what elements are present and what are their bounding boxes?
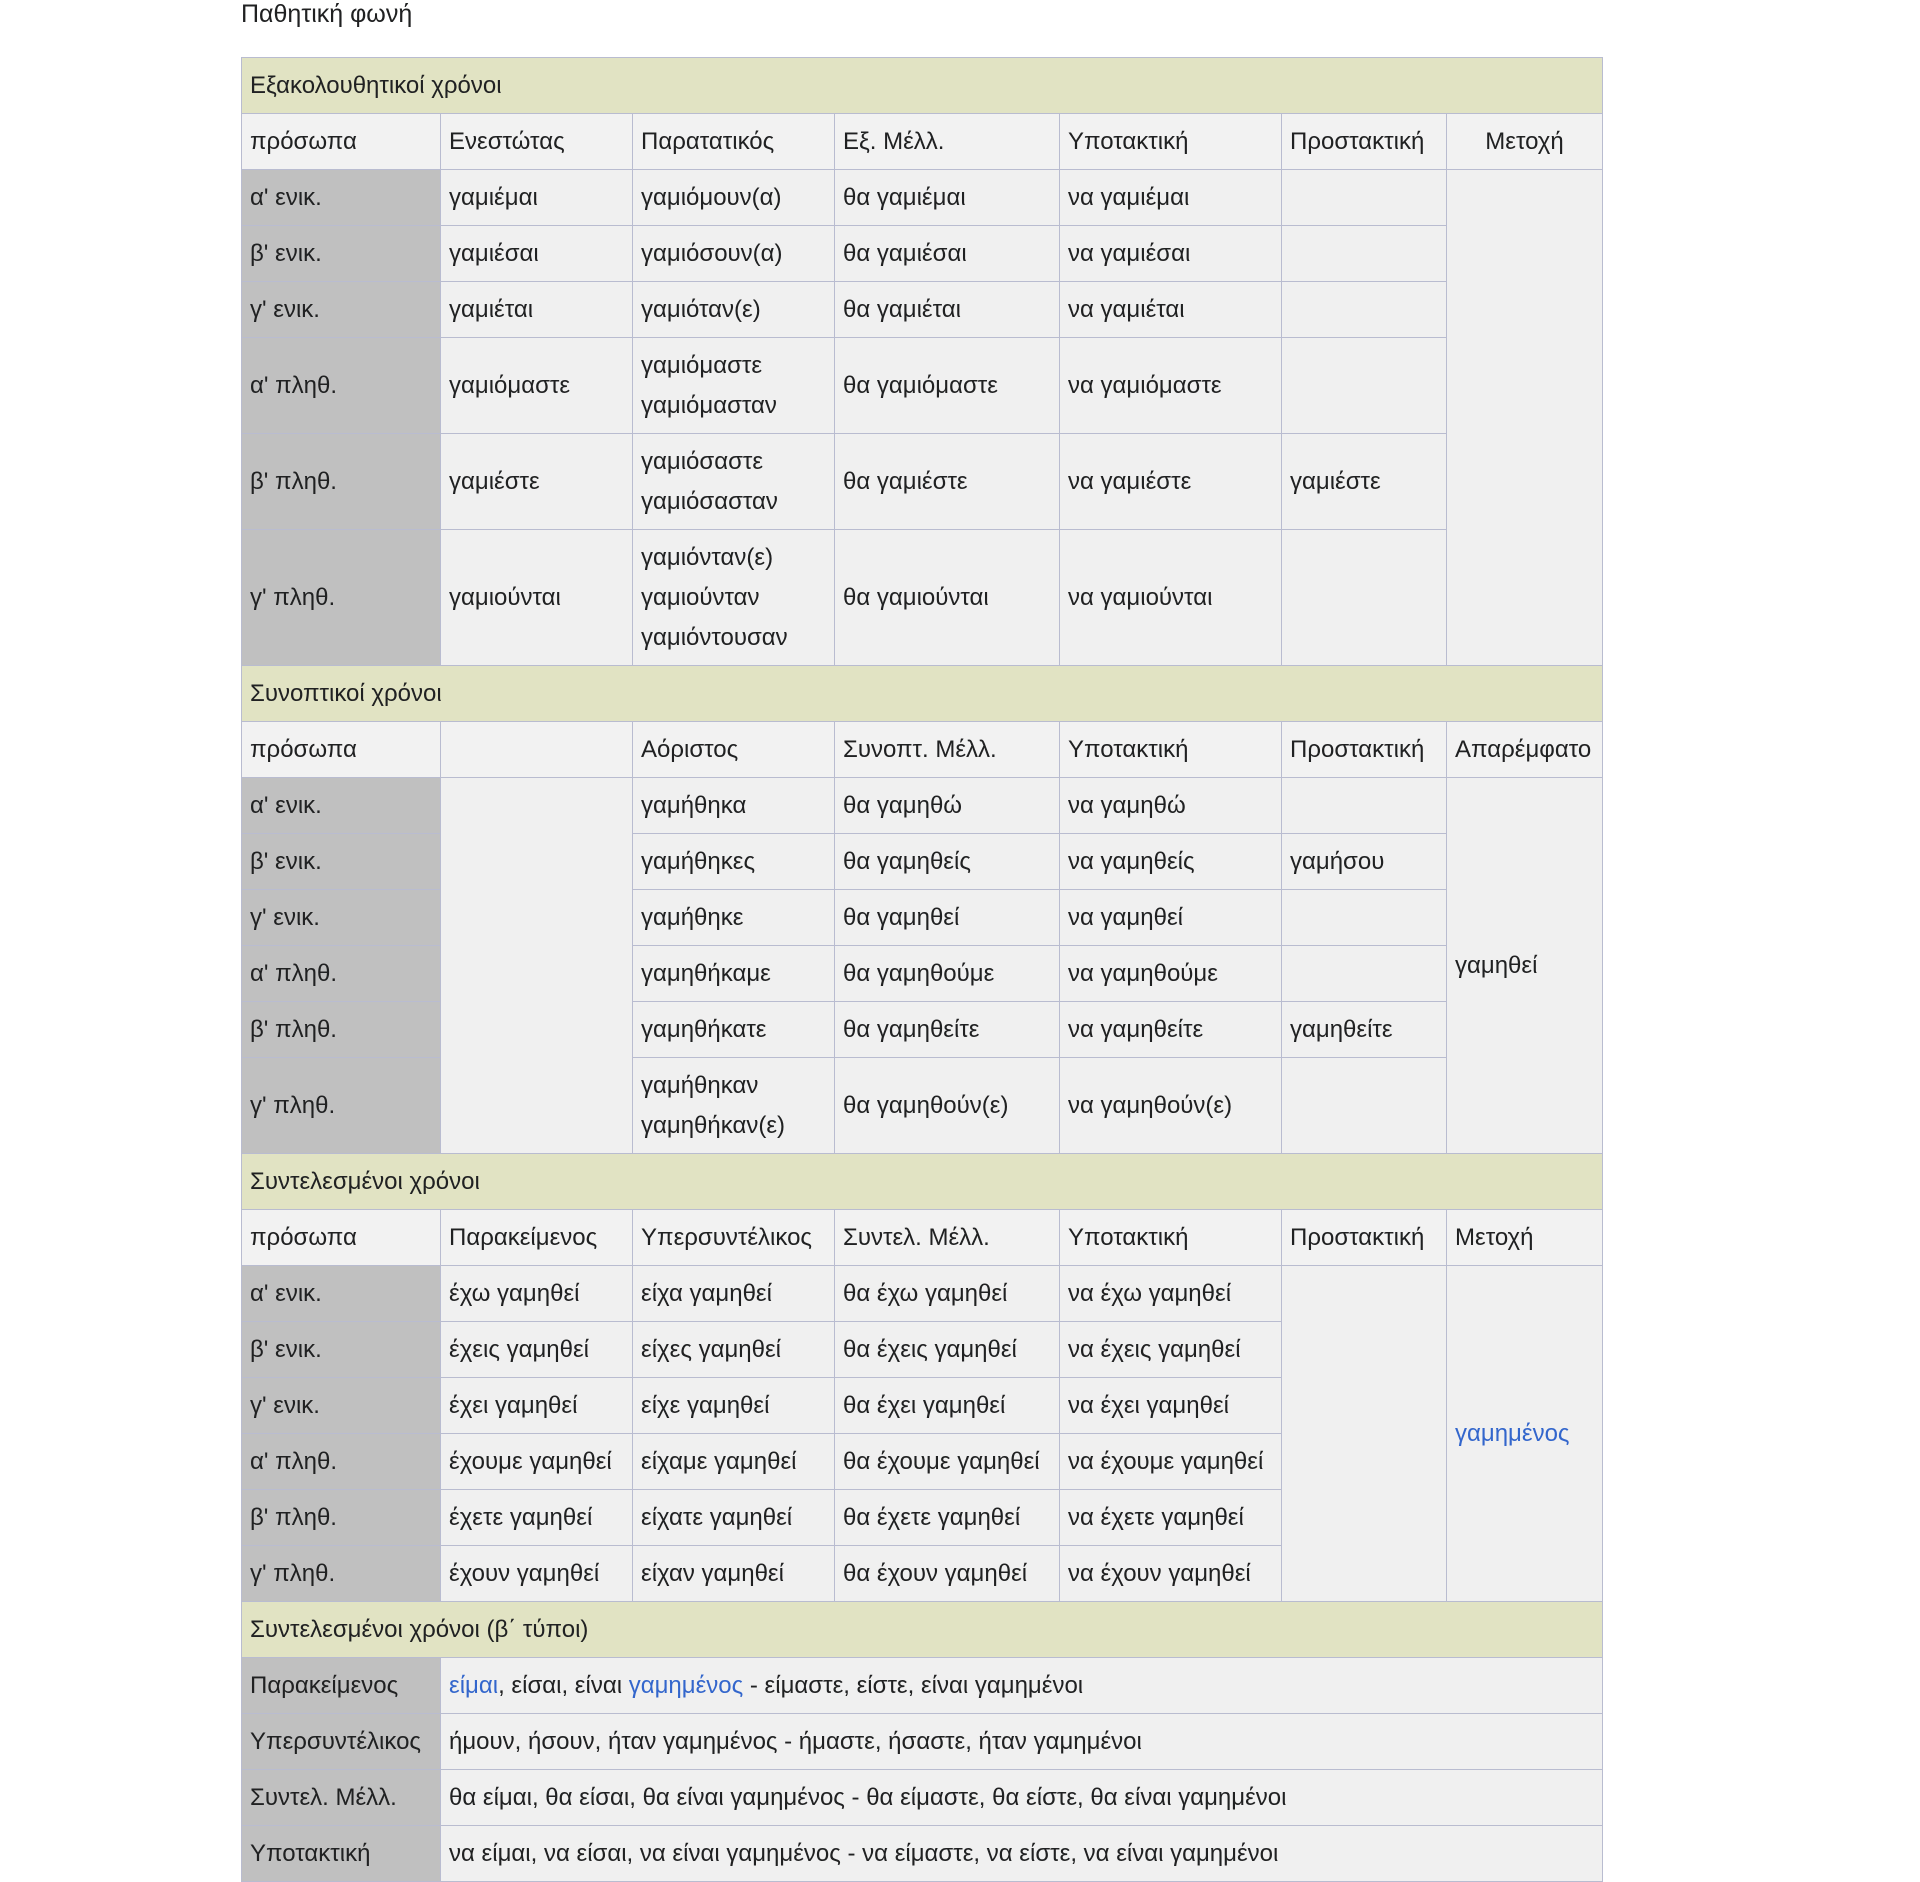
aorist-cell: γαμήθηκε bbox=[633, 890, 835, 946]
subjunctive-cell: να έχεις γαμηθεί bbox=[1060, 1322, 1282, 1378]
column-header: Αόριστος bbox=[633, 722, 835, 778]
conjugation-table bbox=[241, 57, 1603, 1882]
future-cell: θα έχεις γαμηθεί bbox=[835, 1322, 1060, 1378]
section-header-continuous bbox=[242, 58, 1603, 114]
tense-label-cell: Παρακείμενος bbox=[242, 1658, 441, 1714]
present-cell: γαμιούνται bbox=[441, 530, 633, 666]
forms-text: , είσαι, είναι bbox=[498, 1671, 629, 1699]
imperative-cell bbox=[1282, 338, 1447, 434]
future-cell: θα γαμηθεί bbox=[835, 890, 1060, 946]
imperative-cell bbox=[1282, 946, 1447, 1002]
table-row bbox=[242, 1658, 1603, 1714]
imperative-cell: γαμήσου bbox=[1282, 834, 1447, 890]
future-cell: θα γαμιέμαι bbox=[835, 170, 1060, 226]
column-header: Συνοπτ. Μέλλ. bbox=[835, 722, 1060, 778]
present-cell: γαμιέσαι bbox=[441, 226, 633, 282]
person-cell: α' ενικ. bbox=[242, 1266, 441, 1322]
subjunctive-cell: να γαμηθούμε bbox=[1060, 946, 1282, 1002]
person-cell: α' πληθ. bbox=[242, 946, 441, 1002]
table-row bbox=[242, 1826, 1603, 1882]
subjunctive-cell: να έχω γαμηθεί bbox=[1060, 1266, 1282, 1322]
column-headers-continuous bbox=[242, 114, 1603, 170]
pluperfect-cell: είχες γαμηθεί bbox=[633, 1322, 835, 1378]
table-row bbox=[242, 1714, 1603, 1770]
pluperfect-cell: είχα γαμηθεί bbox=[633, 1266, 835, 1322]
column-header: Υποτακτική bbox=[1060, 1210, 1282, 1266]
perfect-cell: έχουν γαμηθεί bbox=[441, 1546, 633, 1602]
eimai-link[interactable]: είμαι bbox=[449, 1671, 499, 1699]
perfect-cell: έχουμε γαμηθεί bbox=[441, 1434, 633, 1490]
section-header-perfect-b bbox=[242, 1602, 1603, 1658]
person-cell: β' πληθ. bbox=[242, 1490, 441, 1546]
future-cell: θα έχετε γαμηθεί bbox=[835, 1490, 1060, 1546]
imperative-cell bbox=[1282, 530, 1447, 666]
participle-link[interactable]: γαμημένος bbox=[628, 1671, 744, 1699]
aorist-cell: γαμήθηκαν γαμηθήκαν(ε) bbox=[633, 1058, 835, 1154]
person-cell: β' ενικ. bbox=[242, 834, 441, 890]
present-cell: γαμιέστε bbox=[441, 434, 633, 530]
table-row bbox=[242, 282, 1603, 338]
subjunctive-cell: να γαμηθούν(ε) bbox=[1060, 1058, 1282, 1154]
imperative-cell bbox=[1282, 170, 1447, 226]
participle-link[interactable]: γαμημένος bbox=[1455, 1419, 1570, 1447]
subjunctive-cell: να γαμιέμαι bbox=[1060, 170, 1282, 226]
column-header: Παρατατικός bbox=[633, 114, 835, 170]
imperative-cell bbox=[1282, 226, 1447, 282]
imperative-cell bbox=[1282, 1058, 1447, 1154]
present-cell: γαμιόμαστε bbox=[441, 338, 633, 434]
tense-label-cell: Υπερσυντέλικος bbox=[242, 1714, 441, 1770]
pluperfect-cell: είχε γαμηθεί bbox=[633, 1378, 835, 1434]
perfect-cell: έχω γαμηθεί bbox=[441, 1266, 633, 1322]
table-row bbox=[242, 170, 1603, 226]
subjunctive-cell: να έχουν γαμηθεί bbox=[1060, 1546, 1282, 1602]
participle-cell bbox=[1447, 1266, 1603, 1602]
column-header: Υποτακτική bbox=[1060, 114, 1282, 170]
subjunctive-cell: να γαμιέσαι bbox=[1060, 226, 1282, 282]
aorist-cell: γαμηθήκατε bbox=[633, 1002, 835, 1058]
section-title: Συνοπτικοί χρόνοι bbox=[242, 666, 1603, 722]
column-header: Μετοχή bbox=[1447, 114, 1603, 170]
person-cell: γ' ενικ. bbox=[242, 282, 441, 338]
person-cell: γ' πληθ. bbox=[242, 1058, 441, 1154]
present-cell: γαμιέμαι bbox=[441, 170, 633, 226]
imperative-cell bbox=[1282, 282, 1447, 338]
subjunctive-cell: να γαμιέστε bbox=[1060, 434, 1282, 530]
subjunctive-cell: να γαμιούνται bbox=[1060, 530, 1282, 666]
person-cell: γ' πληθ. bbox=[242, 1546, 441, 1602]
person-cell: γ' ενικ. bbox=[242, 890, 441, 946]
tense-forms-cell: θα είμαι, θα είσαι, θα είναι γαμημένος - θα είμαστε, θα είστε, θα είναι γαμημένοι bbox=[441, 1770, 1603, 1826]
future-cell: θα γαμιέσαι bbox=[835, 226, 1060, 282]
future-cell: θα γαμιέται bbox=[835, 282, 1060, 338]
column-header: Υπερσυντέλικος bbox=[633, 1210, 835, 1266]
person-cell: β' πληθ. bbox=[242, 1002, 441, 1058]
imperative-cell bbox=[1282, 890, 1447, 946]
person-cell: γ' ενικ. bbox=[242, 1378, 441, 1434]
future-cell: θα γαμιέστε bbox=[835, 434, 1060, 530]
future-cell: θα έχω γαμηθεί bbox=[835, 1266, 1060, 1322]
subjunctive-cell: να έχουμε γαμηθεί bbox=[1060, 1434, 1282, 1490]
column-header: Μετοχή bbox=[1447, 1210, 1603, 1266]
aorist-cell: γαμήθηκα bbox=[633, 778, 835, 834]
imperfect-cell: γαμιόνταν(ε) γαμιούνταν γαμιόντουσαν bbox=[633, 530, 835, 666]
tense-forms-cell: να είμαι, να είσαι, να είναι γαμημένος - να είμαστε, να είστε, να είναι γαμημένοι bbox=[441, 1826, 1603, 1882]
subjunctive-cell: να γαμιόμαστε bbox=[1060, 338, 1282, 434]
imperfect-cell: γαμιόμαστε γαμιόμασταν bbox=[633, 338, 835, 434]
person-cell: α' πληθ. bbox=[242, 338, 441, 434]
person-cell: β' ενικ. bbox=[242, 226, 441, 282]
column-header: Ενεστώτας bbox=[441, 114, 633, 170]
column-header: πρόσωπα bbox=[242, 722, 441, 778]
table-row bbox=[242, 338, 1603, 434]
subjunctive-cell: να γαμηθείτε bbox=[1060, 1002, 1282, 1058]
table-row bbox=[242, 226, 1603, 282]
subjunctive-cell: να έχει γαμηθεί bbox=[1060, 1378, 1282, 1434]
future-cell: θα γαμηθούμε bbox=[835, 946, 1060, 1002]
forms-text: - είμαστε, είστε, είναι γαμημένοι bbox=[743, 1671, 1084, 1699]
section-title: Εξακολουθητικοί χρόνοι bbox=[242, 58, 1603, 114]
future-cell: θα γαμιούνται bbox=[835, 530, 1060, 666]
person-cell: β' πληθ. bbox=[242, 434, 441, 530]
imperative-cell bbox=[1282, 1266, 1447, 1602]
future-cell: θα έχουμε γαμηθεί bbox=[835, 1434, 1060, 1490]
future-cell: θα γαμηθείτε bbox=[835, 1002, 1060, 1058]
person-cell: β' ενικ. bbox=[242, 1322, 441, 1378]
aorist-cell: γαμήθηκες bbox=[633, 834, 835, 890]
table-row bbox=[242, 530, 1603, 666]
future-cell: θα γαμηθείς bbox=[835, 834, 1060, 890]
perfect-cell: έχετε γαμηθεί bbox=[441, 1490, 633, 1546]
subjunctive-cell: να γαμηθεί bbox=[1060, 890, 1282, 946]
table-row bbox=[242, 778, 1603, 834]
column-header: Υποτακτική bbox=[1060, 722, 1282, 778]
pluperfect-cell: είχατε γαμηθεί bbox=[633, 1490, 835, 1546]
person-cell: α' ενικ. bbox=[242, 778, 441, 834]
column-header: Απαρέμφατο bbox=[1447, 722, 1603, 778]
subjunctive-cell: να γαμιέται bbox=[1060, 282, 1282, 338]
table-row bbox=[242, 1770, 1603, 1826]
column-header bbox=[441, 722, 633, 778]
section-header-perfect bbox=[242, 1154, 1603, 1210]
aorist-cell: γαμηθήκαμε bbox=[633, 946, 835, 1002]
column-header: Συντελ. Μέλλ. bbox=[835, 1210, 1060, 1266]
imperative-cell: γαμηθείτε bbox=[1282, 1002, 1447, 1058]
infinitive-cell: γαμηθεί bbox=[1447, 778, 1603, 1154]
future-cell: θα γαμιόμαστε bbox=[835, 338, 1060, 434]
pluperfect-cell: είχαν γαμηθεί bbox=[633, 1546, 835, 1602]
imperative-cell bbox=[1282, 778, 1447, 834]
imperfect-cell: γαμιόσαστε γαμιόσασταν bbox=[633, 434, 835, 530]
future-cell: θα έχει γαμηθεί bbox=[835, 1378, 1060, 1434]
section-header-synoptic bbox=[242, 666, 1603, 722]
column-header: Προστακτική bbox=[1282, 1210, 1447, 1266]
column-header: Παρακείμενος bbox=[441, 1210, 633, 1266]
perfect-cell: έχεις γαμηθεί bbox=[441, 1322, 633, 1378]
tense-forms-cell: ήμουν, ήσουν, ήταν γαμημένος - ήμαστε, ήσαστε, ήταν γαμημένοι bbox=[441, 1714, 1603, 1770]
column-headers-synoptic bbox=[242, 722, 1603, 778]
section-title: Συντελεσμένοι χρόνοι (β΄ τύποι) bbox=[242, 1602, 1603, 1658]
table-caption: Παθητική φωνή bbox=[241, 0, 413, 28]
subjunctive-cell: να γαμηθώ bbox=[1060, 778, 1282, 834]
column-header: Εξ. Μέλλ. bbox=[835, 114, 1060, 170]
future-cell: θα γαμηθώ bbox=[835, 778, 1060, 834]
future-cell: θα έχουν γαμηθεί bbox=[835, 1546, 1060, 1602]
subjunctive-cell: να γαμηθείς bbox=[1060, 834, 1282, 890]
present-cell: γαμιέται bbox=[441, 282, 633, 338]
column-headers-perfect bbox=[242, 1210, 1603, 1266]
imperfect-cell: γαμιόμουν(α) bbox=[633, 170, 835, 226]
column-header: πρόσωπα bbox=[242, 1210, 441, 1266]
imperfect-cell: γαμιόσουν(α) bbox=[633, 226, 835, 282]
column-header: πρόσωπα bbox=[242, 114, 441, 170]
person-cell: γ' πληθ. bbox=[242, 530, 441, 666]
perfect-cell: έχει γαμηθεί bbox=[441, 1378, 633, 1434]
column-header: Προστακτική bbox=[1282, 722, 1447, 778]
table-row bbox=[242, 1266, 1603, 1322]
future-cell: θα γαμηθούν(ε) bbox=[835, 1058, 1060, 1154]
empty-cell bbox=[441, 778, 633, 1154]
pluperfect-cell: είχαμε γαμηθεί bbox=[633, 1434, 835, 1490]
tense-forms-cell bbox=[441, 1658, 1603, 1714]
person-cell: α' ενικ. bbox=[242, 170, 441, 226]
column-header: Προστακτική bbox=[1282, 114, 1447, 170]
participle-cell bbox=[1447, 170, 1603, 666]
subjunctive-cell: να έχετε γαμηθεί bbox=[1060, 1490, 1282, 1546]
person-cell: α' πληθ. bbox=[242, 1434, 441, 1490]
tense-label-cell: Συντελ. Μέλλ. bbox=[242, 1770, 441, 1826]
tense-label-cell: Υποτακτική bbox=[242, 1826, 441, 1882]
imperative-cell: γαμιέστε bbox=[1282, 434, 1447, 530]
table-row bbox=[242, 434, 1603, 530]
section-title: Συντελεσμένοι χρόνοι bbox=[242, 1154, 1603, 1210]
imperfect-cell: γαμιόταν(ε) bbox=[633, 282, 835, 338]
